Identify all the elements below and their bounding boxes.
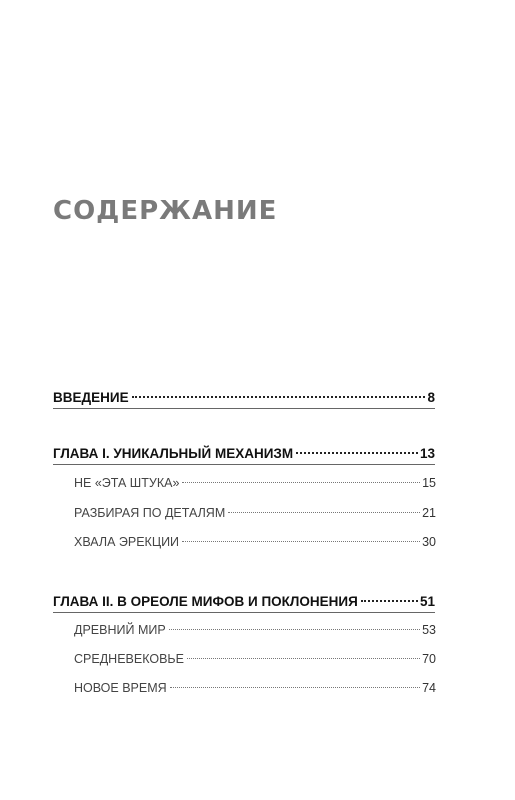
toc-leader-dots [182, 541, 420, 542]
toc-entry-introduction[interactable] [53, 388, 435, 408]
toc-entry-label: ДРЕВНИЙ МИР [74, 623, 166, 637]
toc-entry-section[interactable] [74, 473, 436, 493]
toc-leader-dots [182, 482, 420, 483]
toc-entry-page: 8 [427, 390, 435, 405]
toc-entry-label: НОВОЕ ВРЕМЯ [74, 681, 167, 695]
toc-entry-page: 51 [419, 594, 435, 609]
toc-entry-page: 70 [422, 652, 436, 666]
toc-divider [53, 612, 435, 613]
toc-leader-dots [361, 600, 418, 602]
toc-entry-page: 30 [422, 535, 436, 549]
toc-entry-section[interactable] [74, 649, 436, 669]
toc-leader-dots [170, 687, 420, 688]
toc-entry-label: ВВЕДЕНИЕ [53, 390, 129, 405]
toc-entry-chapter-1[interactable] [53, 444, 435, 464]
toc-entry-page: 53 [422, 623, 436, 637]
toc-leader-dots [228, 512, 420, 513]
toc-leader-dots [296, 452, 418, 454]
page-title: СОДЕРЖАНИЕ [53, 196, 278, 226]
toc-entry-section[interactable] [74, 678, 436, 698]
toc-entry-label: ГЛАВА II. В ОРЕОЛЕ МИФОВ И ПОКЛОНЕНИЯ [53, 594, 358, 609]
toc-divider [53, 408, 435, 409]
toc-entry-section[interactable] [74, 532, 436, 552]
toc-leader-dots [187, 658, 420, 659]
toc-entry-section[interactable] [74, 503, 436, 523]
toc-entry-section[interactable] [74, 620, 436, 640]
toc-entry-page: 74 [422, 681, 436, 695]
toc-leader-dots [169, 629, 420, 630]
toc-divider [53, 464, 435, 465]
toc-entry-page: 13 [419, 446, 435, 461]
toc-entry-page: 15 [422, 476, 436, 490]
toc-entry-chapter-2[interactable] [53, 592, 435, 612]
toc-entry-label: СРЕДНЕВЕКОВЬЕ [74, 652, 184, 666]
toc-entry-label: РАЗБИРАЯ ПО ДЕТАЛЯМ [74, 506, 226, 520]
toc-entry-label: ХВАЛА ЭРЕКЦИИ [74, 535, 180, 549]
toc-entry-page: 21 [422, 506, 436, 520]
toc-entry-label: НЕ «ЭТА ШТУКА» [74, 476, 180, 490]
toc-entry-label: ГЛАВА I. УНИКАЛЬНЫЙ МЕХАНИЗМ [53, 446, 294, 461]
toc-leader-dots [132, 396, 426, 398]
